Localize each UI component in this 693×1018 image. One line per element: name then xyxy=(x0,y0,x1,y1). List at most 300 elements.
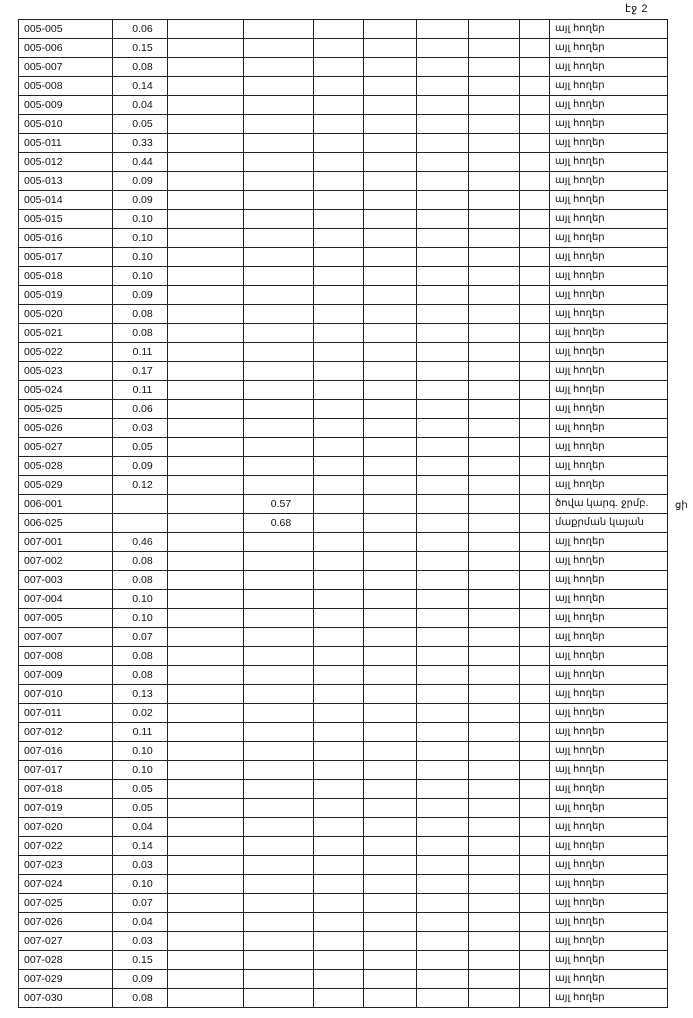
land-use-cell: այլ հողեր xyxy=(550,58,668,77)
empty-cell xyxy=(168,894,244,913)
empty-cell xyxy=(168,96,244,115)
empty-cell xyxy=(364,134,417,153)
table-row xyxy=(19,305,668,324)
special-area-cell xyxy=(244,552,314,571)
empty-cell xyxy=(364,400,417,419)
empty-cell xyxy=(314,875,364,894)
special-area-cell xyxy=(244,685,314,704)
empty-cell xyxy=(314,856,364,875)
table-row xyxy=(19,609,668,628)
land-use-cell: այլ հողեր xyxy=(550,400,668,419)
land-use-cell: այլ հողեր xyxy=(550,552,668,571)
empty-cell xyxy=(469,894,520,913)
empty-cell xyxy=(469,286,520,305)
empty-cell xyxy=(520,381,550,400)
plot-code-cell: 005-016 xyxy=(19,229,113,248)
empty-cell xyxy=(364,20,417,39)
empty-cell xyxy=(314,343,364,362)
empty-cell xyxy=(314,495,364,514)
empty-cell xyxy=(469,913,520,932)
empty-cell xyxy=(168,875,244,894)
table-row xyxy=(19,647,668,666)
plot-code-cell: 005-010 xyxy=(19,115,113,134)
area-value-cell: 0.11 xyxy=(113,723,168,742)
land-use-cell: այլ հողեր xyxy=(550,134,668,153)
empty-cell xyxy=(520,248,550,267)
empty-cell xyxy=(469,381,520,400)
land-use-cell: այլ հողեր xyxy=(550,267,668,286)
empty-cell xyxy=(417,96,469,115)
special-area-cell xyxy=(244,894,314,913)
page-number: էջ 2 xyxy=(625,3,648,15)
empty-cell xyxy=(168,742,244,761)
special-area-cell xyxy=(244,571,314,590)
area-value-cell: 0.08 xyxy=(113,666,168,685)
empty-cell xyxy=(417,932,469,951)
empty-cell xyxy=(469,134,520,153)
empty-cell xyxy=(417,533,469,552)
empty-cell xyxy=(417,837,469,856)
empty-cell xyxy=(314,894,364,913)
area-value-cell: 0.10 xyxy=(113,742,168,761)
land-use-cell: այլ հողեր xyxy=(550,96,668,115)
area-value-cell: 0.07 xyxy=(113,894,168,913)
empty-cell xyxy=(314,704,364,723)
plot-code-cell: 007-010 xyxy=(19,685,113,704)
land-use-cell: այլ հողեր xyxy=(550,248,668,267)
empty-cell xyxy=(364,476,417,495)
empty-cell xyxy=(364,153,417,172)
land-use-cell: այլ հողեր xyxy=(550,229,668,248)
empty-cell xyxy=(469,856,520,875)
area-value-cell: 0.02 xyxy=(113,704,168,723)
empty-cell xyxy=(364,856,417,875)
empty-cell xyxy=(520,989,550,1008)
empty-cell xyxy=(469,248,520,267)
land-use-cell: ծովա կարգ. ջրմբ. xyxy=(550,495,668,514)
empty-cell xyxy=(168,305,244,324)
empty-cell xyxy=(417,647,469,666)
empty-cell xyxy=(364,685,417,704)
empty-cell xyxy=(364,172,417,191)
land-use-cell: այլ հողեր xyxy=(550,628,668,647)
plot-code-cell: 005-009 xyxy=(19,96,113,115)
empty-cell xyxy=(520,305,550,324)
area-value-cell: 0.46 xyxy=(113,533,168,552)
empty-cell xyxy=(314,457,364,476)
empty-cell xyxy=(520,77,550,96)
land-use-cell: այլ հողեր xyxy=(550,381,668,400)
empty-cell xyxy=(364,533,417,552)
empty-cell xyxy=(417,780,469,799)
empty-cell xyxy=(417,799,469,818)
special-area-cell xyxy=(244,58,314,77)
empty-cell xyxy=(364,970,417,989)
empty-cell xyxy=(520,723,550,742)
empty-cell xyxy=(168,989,244,1008)
special-area-cell xyxy=(244,286,314,305)
plot-code-cell: 005-026 xyxy=(19,419,113,438)
empty-cell xyxy=(364,362,417,381)
table-row xyxy=(19,913,668,932)
land-use-cell: այլ հողեր xyxy=(550,894,668,913)
empty-cell xyxy=(469,362,520,381)
area-value-cell: 0.04 xyxy=(113,96,168,115)
plot-code-cell: 005-013 xyxy=(19,172,113,191)
empty-cell xyxy=(168,438,244,457)
special-area-cell xyxy=(244,875,314,894)
empty-cell xyxy=(364,267,417,286)
empty-cell xyxy=(314,96,364,115)
empty-cell xyxy=(314,514,364,533)
plot-code-cell: 005-008 xyxy=(19,77,113,96)
table-row xyxy=(19,780,668,799)
table-row xyxy=(19,951,668,970)
empty-cell xyxy=(168,20,244,39)
empty-cell xyxy=(417,248,469,267)
empty-cell xyxy=(168,172,244,191)
special-area-cell xyxy=(244,210,314,229)
empty-cell xyxy=(168,647,244,666)
empty-cell xyxy=(417,913,469,932)
empty-cell xyxy=(469,799,520,818)
area-value-cell: 0.12 xyxy=(113,476,168,495)
empty-cell xyxy=(417,115,469,134)
table-row xyxy=(19,58,668,77)
empty-cell xyxy=(364,951,417,970)
plot-code-cell: 007-011 xyxy=(19,704,113,723)
empty-cell xyxy=(469,970,520,989)
empty-cell xyxy=(168,837,244,856)
empty-cell xyxy=(314,115,364,134)
empty-cell xyxy=(417,875,469,894)
empty-cell xyxy=(168,381,244,400)
empty-cell xyxy=(364,799,417,818)
area-value-cell: 0.11 xyxy=(113,343,168,362)
empty-cell xyxy=(520,191,550,210)
special-area-cell xyxy=(244,324,314,343)
empty-cell xyxy=(314,666,364,685)
empty-cell xyxy=(364,571,417,590)
empty-cell xyxy=(168,229,244,248)
plot-code-cell: 007-026 xyxy=(19,913,113,932)
empty-cell xyxy=(520,514,550,533)
empty-cell xyxy=(168,495,244,514)
land-use-cell: այլ հողեր xyxy=(550,723,668,742)
empty-cell xyxy=(168,514,244,533)
table-row xyxy=(19,495,668,514)
empty-cell xyxy=(520,495,550,514)
special-area-cell xyxy=(244,932,314,951)
empty-cell xyxy=(469,305,520,324)
special-area-cell xyxy=(244,457,314,476)
area-value-cell: 0.10 xyxy=(113,248,168,267)
empty-cell xyxy=(314,381,364,400)
table-row xyxy=(19,704,668,723)
empty-cell xyxy=(520,628,550,647)
empty-cell xyxy=(364,666,417,685)
table-row xyxy=(19,400,668,419)
empty-cell xyxy=(364,58,417,77)
empty-cell xyxy=(364,39,417,58)
empty-cell xyxy=(168,343,244,362)
empty-cell xyxy=(417,438,469,457)
empty-cell xyxy=(469,457,520,476)
table-row xyxy=(19,533,668,552)
empty-cell xyxy=(520,362,550,381)
plot-code-cell: 007-007 xyxy=(19,628,113,647)
empty-cell xyxy=(520,932,550,951)
empty-cell xyxy=(168,609,244,628)
special-area-cell xyxy=(244,704,314,723)
plot-code-cell: 007-018 xyxy=(19,780,113,799)
area-value-cell: 0.08 xyxy=(113,552,168,571)
empty-cell xyxy=(314,552,364,571)
empty-cell xyxy=(168,723,244,742)
plot-code-cell: 007-027 xyxy=(19,932,113,951)
special-area-cell xyxy=(244,419,314,438)
empty-cell xyxy=(314,77,364,96)
empty-cell xyxy=(364,913,417,932)
special-area-cell xyxy=(244,77,314,96)
special-area-cell xyxy=(244,191,314,210)
land-use-cell: այլ հողեր xyxy=(550,932,668,951)
empty-cell xyxy=(469,590,520,609)
area-value-cell: 0.08 xyxy=(113,989,168,1008)
table-row xyxy=(19,628,668,647)
empty-cell xyxy=(314,780,364,799)
table-row xyxy=(19,666,668,685)
empty-cell xyxy=(417,552,469,571)
empty-cell xyxy=(314,305,364,324)
empty-cell xyxy=(364,115,417,134)
empty-cell xyxy=(314,286,364,305)
empty-cell xyxy=(364,381,417,400)
table-row xyxy=(19,742,668,761)
empty-cell xyxy=(168,818,244,837)
table-row xyxy=(19,894,668,913)
land-use-cell: այլ հողեր xyxy=(550,761,668,780)
area-value-cell: 0.05 xyxy=(113,799,168,818)
empty-cell xyxy=(469,533,520,552)
empty-cell xyxy=(168,419,244,438)
special-area-cell xyxy=(244,267,314,286)
land-use-cell: այլ հողեր xyxy=(550,571,668,590)
special-area-cell xyxy=(244,343,314,362)
empty-cell xyxy=(520,685,550,704)
empty-cell xyxy=(314,20,364,39)
plot-code-cell: 005-019 xyxy=(19,286,113,305)
empty-cell xyxy=(168,932,244,951)
empty-cell xyxy=(520,799,550,818)
empty-cell xyxy=(314,362,364,381)
empty-cell xyxy=(469,20,520,39)
empty-cell xyxy=(168,685,244,704)
special-area-cell xyxy=(244,20,314,39)
empty-cell xyxy=(469,609,520,628)
empty-cell xyxy=(520,571,550,590)
land-use-cell: այլ հողեր xyxy=(550,970,668,989)
empty-cell xyxy=(314,267,364,286)
empty-cell xyxy=(469,229,520,248)
plot-code-cell: 005-005 xyxy=(19,20,113,39)
empty-cell xyxy=(520,552,550,571)
empty-cell xyxy=(168,628,244,647)
plot-code-cell: 007-009 xyxy=(19,666,113,685)
empty-cell xyxy=(520,837,550,856)
table-row xyxy=(19,96,668,115)
land-use-cell: այլ հողեր xyxy=(550,210,668,229)
empty-cell xyxy=(469,666,520,685)
empty-cell xyxy=(364,210,417,229)
table-row xyxy=(19,438,668,457)
table-row xyxy=(19,818,668,837)
empty-cell xyxy=(314,913,364,932)
area-value-cell: 0.09 xyxy=(113,286,168,305)
plot-code-cell: 005-025 xyxy=(19,400,113,419)
land-use-cell: այլ հողեր xyxy=(550,799,668,818)
table-row xyxy=(19,267,668,286)
empty-cell xyxy=(417,381,469,400)
empty-cell xyxy=(417,362,469,381)
empty-cell xyxy=(469,191,520,210)
empty-cell xyxy=(469,571,520,590)
empty-cell xyxy=(469,704,520,723)
table-row xyxy=(19,153,668,172)
plot-code-cell: 007-024 xyxy=(19,875,113,894)
empty-cell xyxy=(520,913,550,932)
land-use-cell: այլ հողեր xyxy=(550,39,668,58)
area-value-cell: 0.10 xyxy=(113,761,168,780)
plot-code-cell: 007-020 xyxy=(19,818,113,837)
empty-cell xyxy=(469,172,520,191)
empty-cell xyxy=(520,20,550,39)
plot-code-cell: 007-025 xyxy=(19,894,113,913)
empty-cell xyxy=(417,58,469,77)
empty-cell xyxy=(417,761,469,780)
empty-cell xyxy=(469,932,520,951)
plot-code-cell: 007-016 xyxy=(19,742,113,761)
empty-cell xyxy=(417,210,469,229)
special-area-cell: 0.68 xyxy=(244,514,314,533)
plot-code-cell: 007-030 xyxy=(19,989,113,1008)
empty-cell xyxy=(417,191,469,210)
empty-cell xyxy=(417,970,469,989)
special-area-cell xyxy=(244,96,314,115)
empty-cell xyxy=(520,400,550,419)
empty-cell xyxy=(364,438,417,457)
empty-cell xyxy=(520,951,550,970)
area-value-cell: 0.15 xyxy=(113,39,168,58)
table-row xyxy=(19,932,668,951)
empty-cell xyxy=(469,419,520,438)
empty-cell xyxy=(469,875,520,894)
area-value-cell: 0.05 xyxy=(113,780,168,799)
empty-cell xyxy=(364,932,417,951)
empty-cell xyxy=(168,400,244,419)
empty-cell xyxy=(314,229,364,248)
area-value-cell: 0.14 xyxy=(113,77,168,96)
plot-code-cell: 005-022 xyxy=(19,343,113,362)
plot-code-cell: 007-003 xyxy=(19,571,113,590)
margin-note: ցի xyxy=(675,500,688,511)
empty-cell xyxy=(469,476,520,495)
empty-cell xyxy=(417,818,469,837)
empty-cell xyxy=(168,571,244,590)
plot-code-cell: 005-023 xyxy=(19,362,113,381)
empty-cell xyxy=(469,951,520,970)
empty-cell xyxy=(168,476,244,495)
table-row xyxy=(19,248,668,267)
empty-cell xyxy=(314,571,364,590)
special-area-cell xyxy=(244,590,314,609)
special-area-cell xyxy=(244,476,314,495)
plot-code-cell: 005-029 xyxy=(19,476,113,495)
empty-cell xyxy=(168,58,244,77)
empty-cell xyxy=(469,818,520,837)
empty-cell xyxy=(364,609,417,628)
empty-cell xyxy=(168,704,244,723)
empty-cell xyxy=(469,438,520,457)
empty-cell xyxy=(469,77,520,96)
land-use-cell: այլ հողեր xyxy=(550,685,668,704)
land-use-cell: մաքրման կայան xyxy=(550,514,668,533)
table-row xyxy=(19,514,668,533)
empty-cell xyxy=(469,514,520,533)
empty-cell xyxy=(520,894,550,913)
special-area-cell xyxy=(244,381,314,400)
empty-cell xyxy=(469,267,520,286)
table-row xyxy=(19,970,668,989)
empty-cell xyxy=(314,58,364,77)
empty-cell xyxy=(314,742,364,761)
area-value-cell: 0.08 xyxy=(113,571,168,590)
empty-cell xyxy=(417,267,469,286)
empty-cell xyxy=(417,229,469,248)
special-area-cell xyxy=(244,799,314,818)
empty-cell xyxy=(417,324,469,343)
empty-cell xyxy=(168,856,244,875)
empty-cell xyxy=(417,609,469,628)
table-row xyxy=(19,552,668,571)
plot-code-cell: 007-022 xyxy=(19,837,113,856)
empty-cell xyxy=(520,134,550,153)
table-row xyxy=(19,590,668,609)
area-value-cell: 0.10 xyxy=(113,875,168,894)
special-area-cell xyxy=(244,362,314,381)
plot-code-cell: 007-019 xyxy=(19,799,113,818)
special-area-cell xyxy=(244,647,314,666)
plot-code-cell: 007-004 xyxy=(19,590,113,609)
empty-cell xyxy=(314,438,364,457)
empty-cell xyxy=(168,362,244,381)
special-area-cell xyxy=(244,305,314,324)
special-area-cell xyxy=(244,780,314,799)
empty-cell xyxy=(364,96,417,115)
empty-cell xyxy=(364,552,417,571)
special-area-cell xyxy=(244,742,314,761)
empty-cell xyxy=(417,457,469,476)
empty-cell xyxy=(417,514,469,533)
special-area-cell xyxy=(244,39,314,58)
area-value-cell: 0.11 xyxy=(113,381,168,400)
land-use-cell: այլ հողեր xyxy=(550,590,668,609)
empty-cell xyxy=(520,875,550,894)
land-use-cell: այլ հողեր xyxy=(550,875,668,894)
empty-cell xyxy=(520,343,550,362)
empty-cell xyxy=(469,39,520,58)
empty-cell xyxy=(364,989,417,1008)
